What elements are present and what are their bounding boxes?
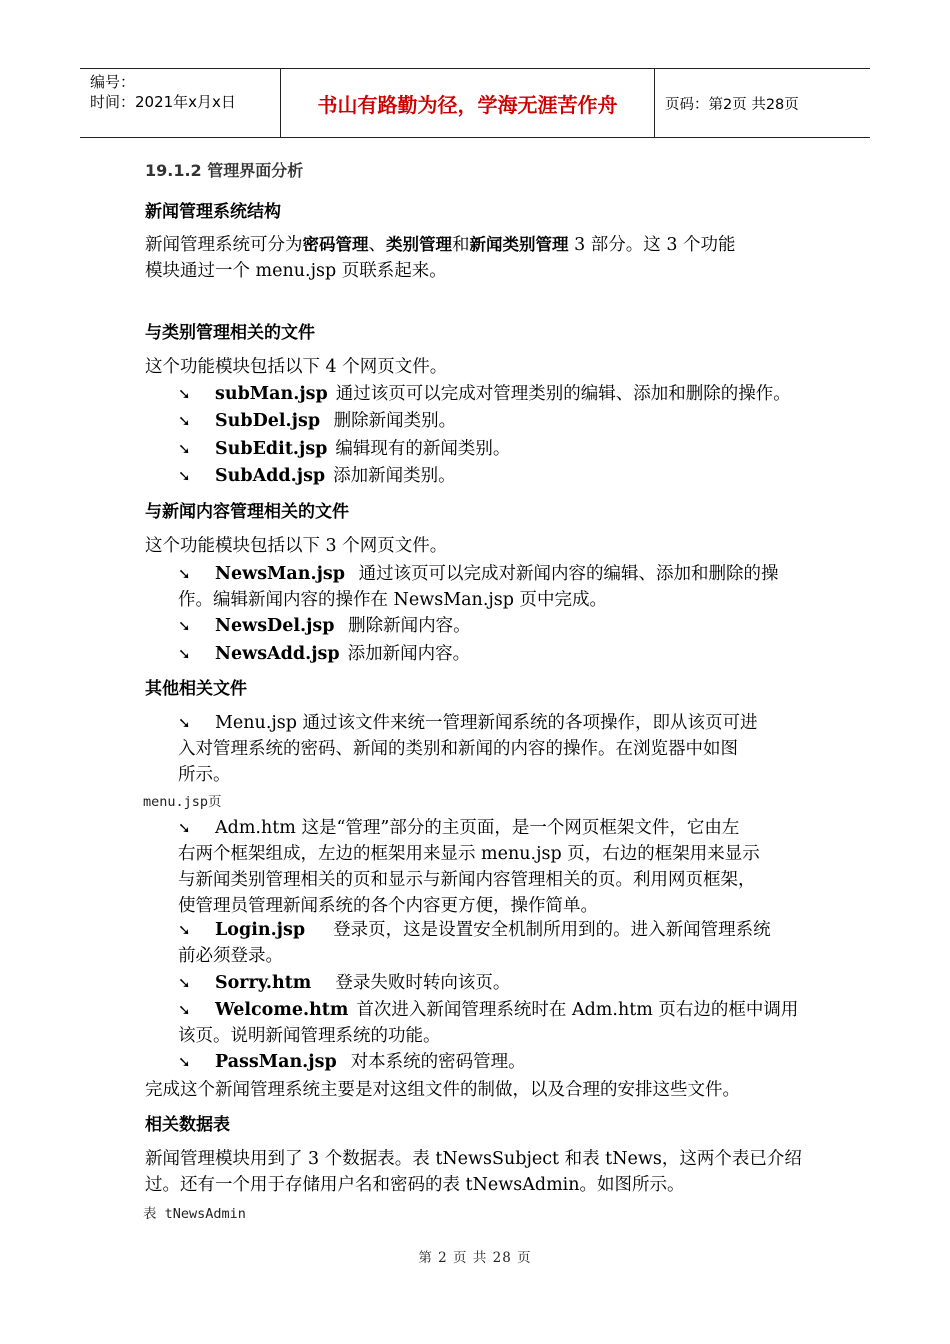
file-desc: 登录页，这是设置安全机制所用到的。进入新闻管理系统 bbox=[333, 920, 771, 940]
file-name: PassMan.jsp bbox=[215, 1052, 337, 1072]
bold-text-category-mgmt: 类别管理 bbox=[386, 235, 452, 254]
arrow-bullet-icon: ➘ bbox=[178, 974, 191, 992]
text: 新闻管理模块用到了 3 个数据表。表 tNewsSubject 和表 tNews，这两个表已介绍 bbox=[145, 1149, 802, 1169]
file-desc: 使管理员管理新闻系统的各个内容更方便，操作简单。 bbox=[178, 896, 598, 916]
file-desc: 通过该页可以完成对新闻内容的编辑、添加和删除的操 bbox=[353, 564, 779, 584]
arrow-bullet-icon: ➘ bbox=[178, 819, 191, 837]
file-name: subMan.jsp bbox=[215, 384, 328, 404]
file-name: Login.jsp bbox=[215, 920, 306, 940]
text: 3 部分。这 3 个功能 bbox=[568, 235, 736, 255]
heading-content-files: 与新闻内容管理相关的文件 bbox=[145, 502, 349, 522]
file-name: Welcome.htm bbox=[215, 1000, 349, 1020]
header-table bbox=[80, 68, 870, 138]
list-item bbox=[178, 917, 818, 969]
file-name: SubAdd.jsp bbox=[215, 466, 326, 486]
file-desc: Adm.htm 这是“管理”部分的主页面，是一个网页框架文件，它由左 bbox=[215, 818, 740, 838]
file-desc: 作。编辑新闻内容的操作在 NewsMan.jsp 页中完成。 bbox=[178, 590, 608, 610]
bold-text-password-mgmt: 密码管理 bbox=[302, 235, 369, 254]
list-item bbox=[178, 1049, 818, 1075]
arrow-bullet-icon: ➘ bbox=[178, 440, 191, 458]
file-name: NewsDel.jsp bbox=[215, 616, 335, 636]
file-desc: 所示。 bbox=[178, 765, 231, 785]
heading-other-files: 其他相关文件 bbox=[145, 679, 247, 699]
list-item bbox=[178, 561, 818, 613]
file-desc: 入对管理系统的密码、新闻的类别和新闻的内容的操作。在浏览器中如图 bbox=[178, 739, 738, 759]
category-intro: 这个功能模块包括以下 4 个网页文件。 bbox=[145, 357, 448, 377]
file-name: SubDel.jsp bbox=[215, 411, 321, 431]
paragraph-summary: 完成这个新闻管理系统主要是对这组文件的制做，以及合理的安排这些文件。 bbox=[145, 1080, 740, 1100]
file-desc: 添加新闻类别。 bbox=[333, 466, 456, 486]
file-desc: 首次进入新闻管理系统时在 Adm.htm 页右边的框中调用 bbox=[356, 1000, 799, 1020]
text: 和 bbox=[452, 235, 470, 255]
file-desc: 与新闻类别管理相关的页和显示与新闻内容管理相关的页。利用网页框架， bbox=[178, 870, 756, 890]
list-item bbox=[178, 641, 818, 667]
page-footer: 第 2 页 共 28 页 bbox=[418, 1250, 532, 1266]
arrow-bullet-icon: ➘ bbox=[178, 385, 191, 403]
list-item bbox=[178, 970, 818, 996]
file-desc: 登录失败时转向该页。 bbox=[335, 973, 511, 993]
file-name: Sorry.htm bbox=[215, 973, 312, 993]
list-item bbox=[178, 997, 818, 1049]
list-item bbox=[178, 408, 818, 434]
text: 过。还有一个用于存储用户名和密码的表 tNewsAdmin。如图所示。 bbox=[145, 1175, 685, 1195]
section-heading-19-1-2: 19.1.2 管理界面分析 bbox=[145, 161, 304, 180]
file-desc: 该页。说明新闻管理系统的功能。 bbox=[178, 1026, 441, 1046]
arrow-bullet-icon: ➘ bbox=[178, 1001, 191, 1019]
paragraph-tables bbox=[145, 1146, 825, 1198]
heading-system-structure: 新闻管理系统结构 bbox=[145, 202, 281, 222]
header-page-info: 页码：第2页 共28页 bbox=[665, 96, 799, 113]
text: 新闻管理系统可分为 bbox=[145, 235, 303, 255]
header-meta bbox=[80, 69, 281, 137]
list-item bbox=[178, 613, 818, 639]
arrow-bullet-icon: ➘ bbox=[178, 714, 191, 732]
figure-caption-table: 表 tNewsAdmin bbox=[143, 1206, 246, 1222]
arrow-bullet-icon: ➘ bbox=[178, 617, 191, 635]
arrow-bullet-icon: ➘ bbox=[178, 1053, 191, 1071]
arrow-bullet-icon: ➘ bbox=[178, 467, 191, 485]
file-desc: 添加新闻内容。 bbox=[347, 644, 471, 664]
arrow-bullet-icon: ➘ bbox=[178, 565, 191, 583]
header-motto: 书山有路勤为径，学海无涯苦作舟 bbox=[281, 69, 655, 137]
file-desc: 通过该页可以完成对管理类别的编辑、添加和删除的操作。 bbox=[335, 384, 791, 404]
paragraph-structure bbox=[145, 232, 825, 284]
list-item bbox=[178, 710, 818, 788]
header-date: 时间：2021年x月x日 bbox=[90, 93, 236, 111]
list-item bbox=[178, 815, 818, 919]
bold-text-news-category-mgmt: 新闻类别管理 bbox=[469, 235, 569, 254]
file-name: NewsAdd.jsp bbox=[215, 644, 340, 664]
file-name: SubEdit.jsp bbox=[215, 439, 328, 459]
file-desc: 右两个框架组成，左边的框架用来显示 menu.jsp 页，右边的框架用来显示 bbox=[178, 844, 760, 864]
file-desc: 对本系统的密码管理。 bbox=[350, 1052, 526, 1072]
arrow-bullet-icon: ➘ bbox=[178, 645, 191, 663]
text: 、 bbox=[368, 235, 386, 255]
file-desc: 编辑现有的新闻类别。 bbox=[335, 439, 511, 459]
file-name: NewsMan.jsp bbox=[215, 564, 345, 584]
text: 模块通过一个 menu.jsp 页联系起来。 bbox=[145, 261, 447, 281]
file-desc: 删除新闻类别。 bbox=[328, 411, 457, 431]
list-item bbox=[178, 381, 818, 407]
arrow-bullet-icon: ➘ bbox=[178, 921, 191, 939]
heading-data-tables: 相关数据表 bbox=[145, 1115, 230, 1135]
list-item bbox=[178, 463, 818, 489]
file-desc: 前必须登录。 bbox=[178, 946, 283, 966]
content-intro: 这个功能模块包括以下 3 个网页文件。 bbox=[145, 536, 448, 556]
file-desc: 删除新闻内容。 bbox=[342, 616, 471, 636]
list-item bbox=[178, 436, 818, 462]
heading-category-files: 与类别管理相关的文件 bbox=[145, 323, 315, 343]
arrow-bullet-icon: ➘ bbox=[178, 412, 191, 430]
figure-caption-menu: menu.jsp页 bbox=[143, 794, 222, 810]
file-desc: Menu.jsp 通过该文件来统一管理新闻系统的各项操作，即从该页可进 bbox=[215, 713, 758, 733]
header-number-label: 编号： bbox=[90, 73, 136, 91]
